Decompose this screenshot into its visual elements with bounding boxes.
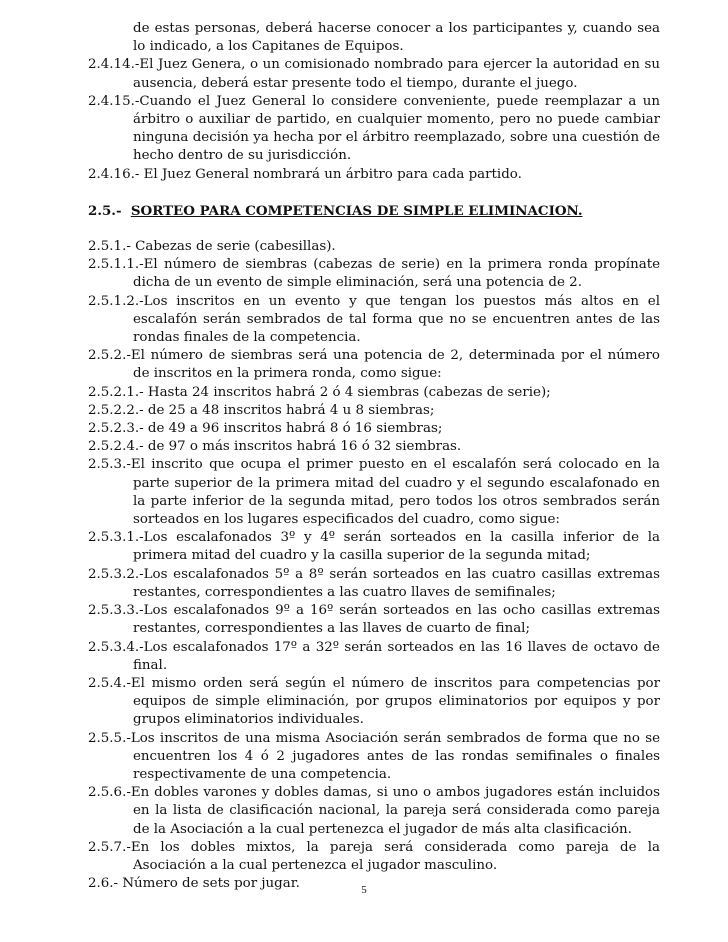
clause-2-5-7: 2.5.7.-En los dobles mixtos, la pareja será considerada como pareja de la Asociación a la cual pertenezca el jugador masculino. — [88, 839, 660, 873]
spacer — [88, 220, 660, 238]
clause-2-4-15: 2.4.15.-Cuando el Juez General lo considere conveniente, puede reemplazar a un árbitro o auxiliar de partido, en cualquier momento, pero no puede cambiar ninguna decisión ya hecha por el árbitro reemplazado, sobre una cuestión de hecho dentro de su jurisdicción. — [88, 93, 660, 164]
clause-2-4-16: 2.4.16.- El Juez General nombrará un árbitro para cada partido. — [88, 166, 522, 182]
clause-2-5-3: 2.5.3.-El inscrito que ocupa el primer puesto en el escalafón será colocado en la parte superior de la primera mitad del cuadro y el segundo escalafonado en la parte inferior de la segunda mitad, pero todos los otros sembrados serán sorteados en los lugares especificados del cuadro, como sigue: — [88, 457, 660, 528]
clause-2-5-2-2: 2.5.2.2.- de 25 a 48 inscritos habrá 4 u 8 siembras; — [88, 402, 435, 418]
paragraph-continuation: de estas personas, deberá hacerse conocer a los participantes y, cuando sea lo indicado, a los Capitanes de Equipos. — [133, 21, 660, 55]
section-title: SORTEO PARA COMPETENCIAS DE SIMPLE ELIMINACION. — [130, 202, 583, 219]
clause-2-6: 2.6.- Número de sets por jugar. — [88, 876, 300, 892]
clause-2-5-1-1: 2.5.1.1.-El número de siembras (cabezas de serie) en la primera ronda propínate dicha de un evento de simple eliminación, será una potencia de 2. — [88, 257, 660, 291]
clause-2-5-3-2: 2.5.3.2.-Los escalafonados 5º a 8º serán sorteados en las cuatro casillas extremas restantes, correspondientes a las cuatro llaves de semifinales; — [88, 566, 660, 600]
document-page — [88, 20, 660, 893]
clause-2-5-3-3: 2.5.3.3.-Los escalafonados 9º a 16º serán sorteados en las ocho casillas extremas restantes, correspondientes a las llaves de cuarto de final; — [88, 603, 660, 637]
clause-2-5-3-1: 2.5.3.1.-Los escalafonados 3º y 4º serán sorteados en la casilla inferior de la primera mitad del cuadro y la casilla superior de la segunda mitad; — [88, 530, 660, 564]
clause-2-5-5: 2.5.5.-Los inscritos de una misma Asociación serán sembrados de forma que no se encuentren los 4 ó 2 jugadores antes de las rondas semifinales o finales respectivamente de una competencia. — [88, 730, 660, 782]
clause-2-5-2-3: 2.5.2.3.- de 49 a 96 inscritos habrá 8 ó 16 siembras; — [88, 421, 443, 437]
page-number: 5 — [361, 884, 367, 896]
section-number: 2.5.- — [88, 202, 122, 219]
clause-2-5-2-4: 2.5.2.4.- de 97 o más inscritos habrá 16 ó 32 siembras. — [88, 439, 462, 455]
section-heading — [88, 202, 660, 220]
clause-2-5-2: 2.5.2.-El número de siembras será una potencia de 2, determinada por el número de inscritos en la primera ronda, como sigue: — [88, 348, 660, 382]
clause-2-5-3-4: 2.5.3.4.-Los escalafonados 17º a 32º serán sorteados en las 16 llaves de octavo de final. — [88, 639, 660, 673]
clause-2-5-1-2: 2.5.1.2.-Los inscritos en un evento y que tengan los puestos más altos en el escalafón serán sembrados de tal forma que no se encuentren antes de las rondas finales de la competencia. — [88, 293, 660, 346]
clause-2-5-6: 2.5.6.-En dobles varones y dobles damas, si uno o ambos jugadores están incluidos en la lista de clasificación nacional, la pareja será considerada como pareja de la Asociación a la cual pertenezca el jugador de más alta clasificación. — [88, 785, 660, 837]
clause-2-5-4: 2.5.4.-El mismo orden será según el número de inscritos para competencias por equipos de simple eliminación, por grupos eliminatorios por equipos y por grupos eliminatorios individuales. — [88, 675, 660, 728]
clause-2-5-1: 2.5.1.- Cabezas de serie (cabesillas). — [88, 239, 336, 255]
clause-2-5-2-1: 2.5.2.1.- Hasta 24 inscritos habrá 2 ó 4 siembras (cabezas de serie); — [88, 384, 551, 400]
spacer — [88, 184, 660, 202]
clause-2-4-14: 2.4.14.-El Juez Genera, o un comisionado nombrado para ejercer la autoridad en su ausencia, deberá estar presente todo el tiempo, durante el juego. — [88, 57, 660, 91]
